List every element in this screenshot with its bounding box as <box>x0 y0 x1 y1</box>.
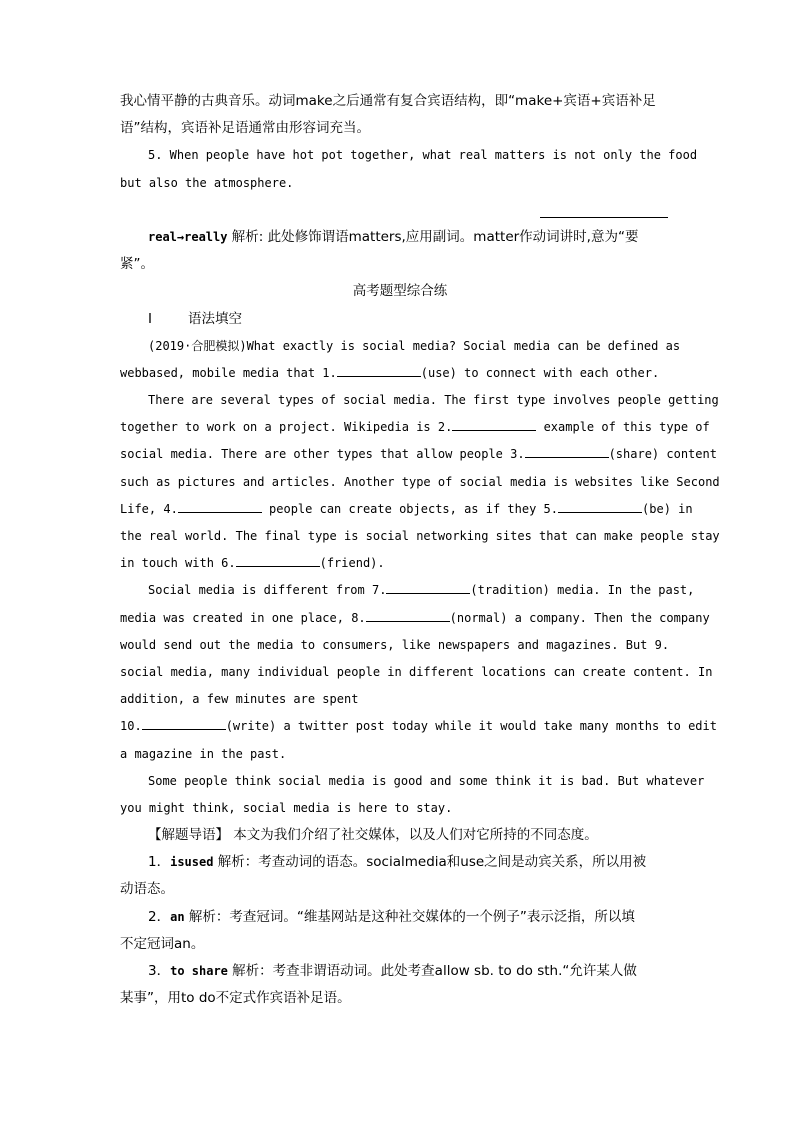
guide-text: 本文为我们介绍了社交媒体，以及人们对它所持的不同态度。 <box>229 827 598 844</box>
blank-10 <box>142 715 226 730</box>
passage-line: in touch with 6. (friend). <box>120 550 680 577</box>
passage-line: social media, many individual people in different locations can create content. In <box>120 664 713 679</box>
passage-line: media was created in one place, 8. (normal) a company. Then the company <box>120 605 680 632</box>
passage-line: such as pictures and articles. Another type of social media is websites like Second <box>120 474 720 489</box>
passage-line: the real world. The final type is social networking sites that can make people stay <box>120 529 720 543</box>
blank-3 <box>525 443 609 458</box>
passage-line: 10. (write) a twitter post today while it would take many months to edit <box>120 713 680 740</box>
blank-5 <box>558 498 642 513</box>
part-heading <box>120 306 680 333</box>
explanation-line: 语”结构，宾语补足语通常由形容词充当。 <box>120 120 370 137</box>
passage-line: a magazine in the past. <box>120 746 287 761</box>
answer-2-line: 2．an 解析：考查冠词。“维基网站是这种社交媒体的一个例子”表示泛指，所以填 <box>148 908 635 925</box>
passage-line: There are several types of social media. The first type involves people getting <box>148 393 719 408</box>
answer-5-line: 紧”。 <box>120 256 154 273</box>
passage-line: webbased, mobile media that 1. (use) to connect with each other. <box>120 360 680 387</box>
answer-5-line <box>120 224 680 251</box>
document-page <box>120 88 720 1012</box>
blank-4 <box>178 498 262 513</box>
question-5-line: but also the atmosphere. <box>120 175 294 190</box>
answer-5-explanation: 解析: 此处修饰谓语matters,应用副词。matter作动词讲时,意为“要 <box>227 228 639 245</box>
answer-1-line: 1．isused 解析：考查动词的语态。socialmedia和use之间是动宾关系，所以用被 <box>148 854 647 871</box>
answer-2-key: an <box>170 909 185 924</box>
passage-line: addition, a few minutes are spent <box>120 692 359 707</box>
answer-3-line: 某事”，用to do不定式作宾语补足语。 <box>120 990 351 1007</box>
blank-6 <box>236 552 320 567</box>
blank-2 <box>452 416 536 431</box>
passage-line: (2019·合肥模拟)What exactly is social media? Social media can be defined as <box>148 338 681 353</box>
part-name: 语法填空 <box>188 310 242 327</box>
answer-2-line: 不定冠词an。 <box>120 935 205 952</box>
answer-3-line: 3．to share 解析：考查非谓语动词。此处考查allow sb. to do sth.“允许某人做 <box>148 963 637 979</box>
guide-line <box>120 822 680 849</box>
blank-7 <box>386 579 470 594</box>
passage-line: you might think, social media is here to stay. <box>120 800 453 815</box>
answer-3-key: to share <box>170 964 228 978</box>
answer-1-key: isused <box>170 855 214 870</box>
passage-line: would send out the media to consumers, like newspapers and magazines. But 9. <box>120 637 670 652</box>
passage-line: together to work on a project. Wikipedia is 2. example of this type of <box>120 414 680 441</box>
part-number: Ⅰ <box>148 310 152 327</box>
section-title: 高考题型综合练 <box>352 283 448 300</box>
passage-line: Life, 4. people can create objects, as if they 5. (be) in <box>120 496 680 523</box>
blank-1 <box>337 362 421 377</box>
passage-line: Social media is different from 7. (tradition) media. In the past, <box>120 577 680 604</box>
blank-8 <box>366 607 450 622</box>
answer-rule <box>120 197 680 224</box>
explanation-line: 我心情平静的古典音乐。动词make之后通常有复合宾语结构，即“make+宾语+宾语补足 <box>120 93 656 109</box>
question-5-line: 5. When people have hot pot together, what real matters is not only the food <box>148 148 698 163</box>
guide-label: 【解题导语】 <box>148 827 229 844</box>
passage-line: social media. There are other types that allow people 3. (share) content <box>120 441 680 468</box>
passage-line: Some people think social media is good and some think it is bad. But whatever <box>148 773 705 788</box>
answer-5-key: real→really <box>148 229 228 244</box>
answer-1-line: 动语态。 <box>120 881 174 898</box>
